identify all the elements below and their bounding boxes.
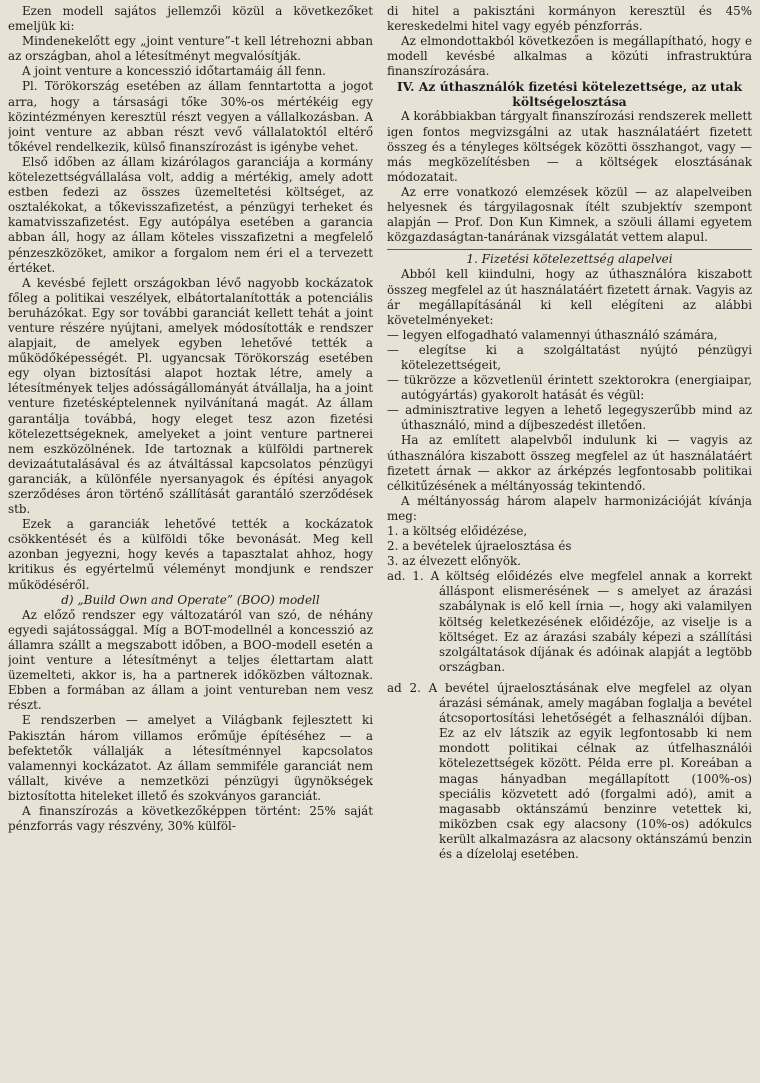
paragraph: di hitel a pakisztáni kormányon keresztül és 45% kereskedelmi hitel vagy egyéb pénzforrás.: [387, 4, 752, 34]
paragraph: Mindenekelőtt egy „joint venture”-t kell létrehozni abban az országban, ahol a létesítményt megvalósítják.: [8, 34, 373, 64]
paragraph: E rendszerben — amelyet a Világbank fejlesztett ki Pakisztán három villamos erőműje építéséhez — a befektetők vállalják a létesítménnyel kapcsolatos valamennyi kockázatot. Az állam semmiféle garanciát nem vállalt, kivéve a nemzetközi pénzügyi ügynökségek biztosította hiteleket illető és szokványos garanciát.: [8, 713, 373, 803]
paragraph: A kevésbé fejlett országokban lévő nagyobb kockázatok főleg a politikai veszélyek, elbátortalanították a potenciális beruházókat. Egy sor további garanciát kellett tehát a joint venture részére nyújtani, amelyek módosították e rendszer alapjait, de amelyek egyben lehetővé tették a működőképességét. Pl. ugyancsak Törökország esetében egy olyan biztosítási alapot hoztak létre, amely a létesítmények teljes adósságállományát átvállalja, ha a joint venture fizetésképtelennek nyilvánítaná magát. Az állam garantálja továbbá, hogy eleget tesz azon fizetési kötelezettségeknek, amelyeket a joint venture partnerei nem eszközölnének. Ide tartoznak a külföldi partnerek devizaátutalásával és az átváltással kapcsolatos pénzügyi garanciák, a különféle nyersanyagok és építési anyagok szerződéses áron történő szállítását garantáló szerződések stb.: [8, 275, 373, 517]
list-item: — adminisztrative legyen a lehető legegyszerűbb mind az úthasználó, mind a díjbeszedést illetően.: [387, 403, 752, 433]
paragraph: Az erre vonatkozó elemzések közül — az alapelveiben helyesnek és tárgyilagosnak ítélt szubjektív szempont alapján — Prof. Don Kun Kimnek, a szöuli állami egyetem közgazdaságtan-tanárának vizsgálatát vettem alapul.: [387, 184, 752, 245]
list-item: — tükrözze a közvetlenül érintett szektorokra (energiaipar, autógyártás) gyakorolt hatását és végül:: [387, 373, 752, 403]
paragraph: Ezen modell sajátos jellemzői közül a következőket emeljük ki:: [8, 4, 373, 34]
paragraph: Ha az említett alapelvből indulunk ki — vagyis az úthasználóra kiszabott összeg megfelel az út használatáért fizetett árnak — akkor az árképzés legfontosabb politikai célkitűzésének a méltányosság tekintendő.: [387, 433, 752, 493]
paragraph: Az előző rendszer egy változatáról van szó, de néhány egyedi sajátossággal. Míg a BOT-modellnél a koncesszió az államra szállt a megszabott időben, a BOO-modell esetén a joint venture a létesítményt a teljes élettartam alatt üzemelteti, akkor is, ha a partnerek időközben változnak. Ebben a formában az állam a joint ventureban nem vesz részt.: [8, 607, 373, 713]
right-column: [387, 4, 752, 1083]
list-item: — legyen elfogadható valamennyi úthasználó számára,: [387, 327, 718, 342]
chapter-heading: IV. Az úthasználók fizetési kötelezettsége, az utak költségelosztása: [396, 79, 743, 110]
list-item: — elegítse ki a szolgáltatást nyújtó pénzügyi kötelezettségeit,: [387, 342, 752, 372]
ad-paragraph: ad. 1. A költség előidézés elve megfelel annak a korrekt álláspont elismerésének — s amelyet az árazási szabálynak is elő kell írnia —, hogy aki valamilyen költség keletkezésének előidézője, az viselje is a költséget. Ez az árazási szabály képezi a szállítási szolgáltatások díjának és adóinak alapját a legtöbb országban.: [387, 569, 752, 674]
paragraph: A méltányosság három alapelv harmonizációját kívánja meg:: [387, 493, 752, 523]
paragraph: Abból kell kiindulni, hogy az úthasználóra kiszabott összeg megfelel az út használatáért fizetett árnak. Vagyis az ár megállapításánál ki kell elégíteni az alábbi követelményeket:: [387, 267, 752, 327]
paragraph: Első időben az állam kizárólagos garanciája a kormány kötelezettségvállalása volt, addig a mértékig, amely adott estben fedezi az összes üzemeltetési költséget, az osztalékokat, a tőkevisszafizetést, a pénzügyi terheket és kamatvisszafizetést. Egy autópálya esetében a garancia abban áll, hogy az állam köteles visszafizetni a megfelelő pénzeszközöket, amikor a forgalom nem éri el a tervezett értéket.: [8, 154, 373, 275]
paragraph: A joint venture a koncesszió időtartamáig áll fenn.: [22, 64, 326, 79]
paragraph: Pl. Törökország esetében az állam fenntartotta a jogot arra, hogy a társasági tőke 30%-os mértékéig egy közintézményen keresztül részt vegyen a vállalkozásban. A joint venture az abban részt vevő vállalatoktól eltérő tőkével rendelkezik, külső finanszírozást is igénybe vehet.: [8, 79, 373, 154]
paragraph: A korábbiakban tárgyalt finanszírozási rendszerek mellett igen fontos megvizsgálni az utak használatáért fizetett összeg és a tényleges költségek közötti összhangot, vagy — más megközelítésben — a költségek elosztásának módozatait.: [387, 109, 752, 184]
numbered-item: 3. az élvezett előnyök.: [387, 554, 522, 569]
subsection-heading: 1. Fizetési kötelezettség alapelvei: [466, 252, 673, 267]
paragraph: Ezek a garanciák lehetővé tették a kockázatok csökkentését és a külföldi tőke bevonását. Meg kell azonban jegyezni, hogy kevés a tapasztalat ahhoz, hogy kritikus és egyértelmű véleményt mondjunk e rendszer működéséről.: [8, 517, 373, 592]
ad-paragraph: ad 2. A bevétel újraelosztásának elve megfelel az olyan árazási sémának, amely magában foglalja a bevétel átcsoportosítási lehetőségét a felhasználói díjban. Ez az elv látszik az egyik legfontosabb ki nem mondott politikai célnak az útfelhasználói kötelezettségek között. Példa erre pl. Koreában a magas hányadban megállapított (100%-os) speciális közvetett adó (forgalmi adó), amit a magasabb oktánszámú benzinre vetettek ki, miközben csak egy alacsony (10%-os) adókulcs került alkalmazásra az alacsony oktánszámú benzin és a dízelolaj esetében.: [387, 680, 752, 861]
paragraph: Az elmondottakból következően is megállapítható, hogy e modell kevésbé alkalmas a közúti infrastruktúra finanszírozására.: [387, 34, 752, 79]
numbered-item: 1. a költség előidézése,: [387, 524, 528, 538]
numbered-item: 2. a bevételek újraelosztása és: [387, 539, 572, 554]
section-divider: [387, 249, 752, 250]
section-heading-boo: d) „Build Own and Operate” (BOO) modell: [61, 592, 320, 607]
paragraph: A finanszírozás a következőképpen történt: 25% saját pénzforrás vagy részvény, 30% külföl-: [8, 803, 373, 834]
left-column: [8, 4, 373, 1083]
